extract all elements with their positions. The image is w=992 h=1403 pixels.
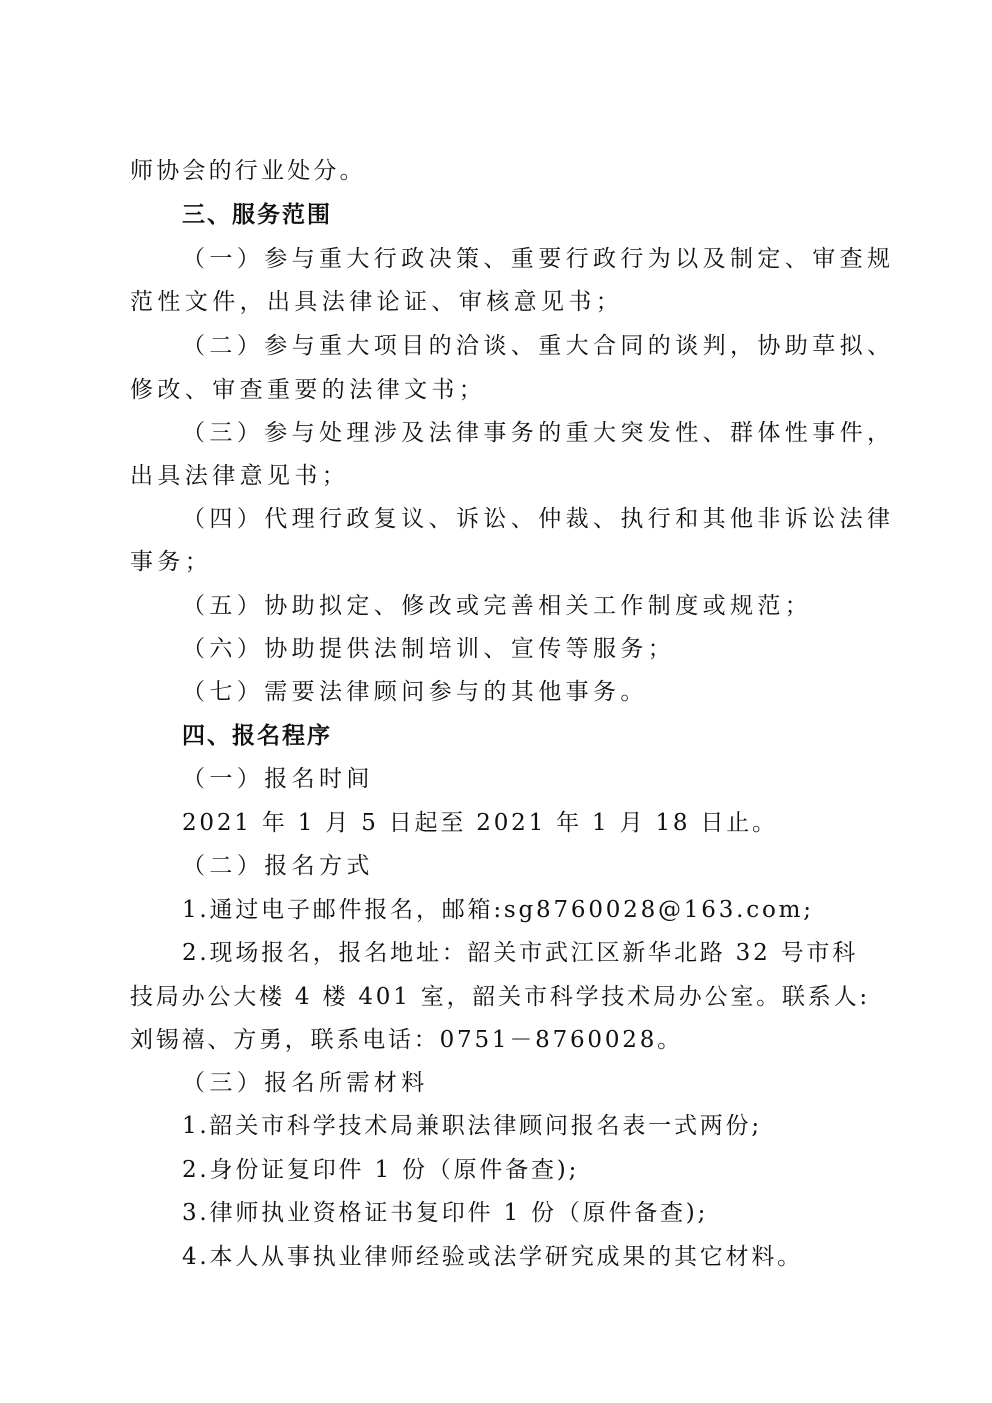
text-line-onsite-registration: 2.现场报名，报名地址：韶关市武江区新华北路 32 号市科 — [182, 940, 859, 966]
text-line-scope-item-2-cont: 修改、审查重要的法律文书； — [130, 377, 487, 403]
text-line-scope-item-3: （三）参与处理涉及法律事务的重大突发性、群体性事件， — [182, 420, 895, 446]
text-line-scope-item-2: （二）参与重大项目的洽谈、重大合同的谈判，协助草拟、 — [182, 333, 895, 359]
text-line-registration-dates: 2021 年 1 月 5 日起至 2021 年 1 月 18 日止。 — [182, 810, 778, 836]
text-line-scope-item-1-cont: 范性文件，出具法律论证、审核意见书； — [130, 289, 624, 315]
text-line-scope-item-6: （六）协助提供法制培训、宣传等服务； — [182, 636, 676, 662]
text-line-material-2: 2.身份证复印件 1 份（原件备查); — [182, 1157, 580, 1183]
text-line-continuation: 师协会的行业处分。 — [130, 158, 366, 184]
text-line-scope-item-4: （四）代理行政复议、诉讼、仲裁、执行和其他非诉讼法律 — [182, 506, 895, 532]
text-line-scope-item-4-cont: 事务； — [130, 549, 213, 575]
text-line-email-registration: 1.通过电子邮件报名，邮箱:sg8760028@163.com; — [182, 897, 814, 923]
section-heading-registration: 四、报名程序 — [182, 723, 332, 749]
subheading-registration-time: （一）报名时间 — [182, 766, 374, 792]
text-line-scope-item-7: （七）需要法律顾问参与的其他事务。 — [182, 679, 648, 705]
text-line-contact-info: 刘锡禧、方勇，联系电话：0751－8760028。 — [130, 1027, 683, 1053]
text-line-material-1: 1.韶关市科学技术局兼职法律顾问报名表一式两份; — [182, 1113, 762, 1139]
subheading-registration-method: （二）报名方式 — [182, 853, 374, 879]
text-line-scope-item-5: （五）协助拟定、修改或完善相关工作制度或规范； — [182, 593, 813, 619]
text-line-scope-item-1: （一）参与重大行政决策、重要行政行为以及制定、审查规 — [182, 246, 895, 272]
text-line-onsite-address-cont: 技局办公大楼 4 楼 401 室，韶关市科学技术局办公室。联系人: — [130, 984, 870, 1010]
text-line-material-4: 4.本人从事执业律师经验或法学研究成果的其它材料。 — [182, 1244, 803, 1270]
text-line-scope-item-3-cont: 出具法律意见书； — [130, 463, 350, 489]
text-line-material-3: 3.律师执业资格证书复印件 1 份（原件备查); — [182, 1200, 709, 1226]
subheading-required-materials: （三）报名所需材料 — [182, 1070, 429, 1096]
section-heading-service-scope: 三、服务范围 — [182, 202, 332, 228]
